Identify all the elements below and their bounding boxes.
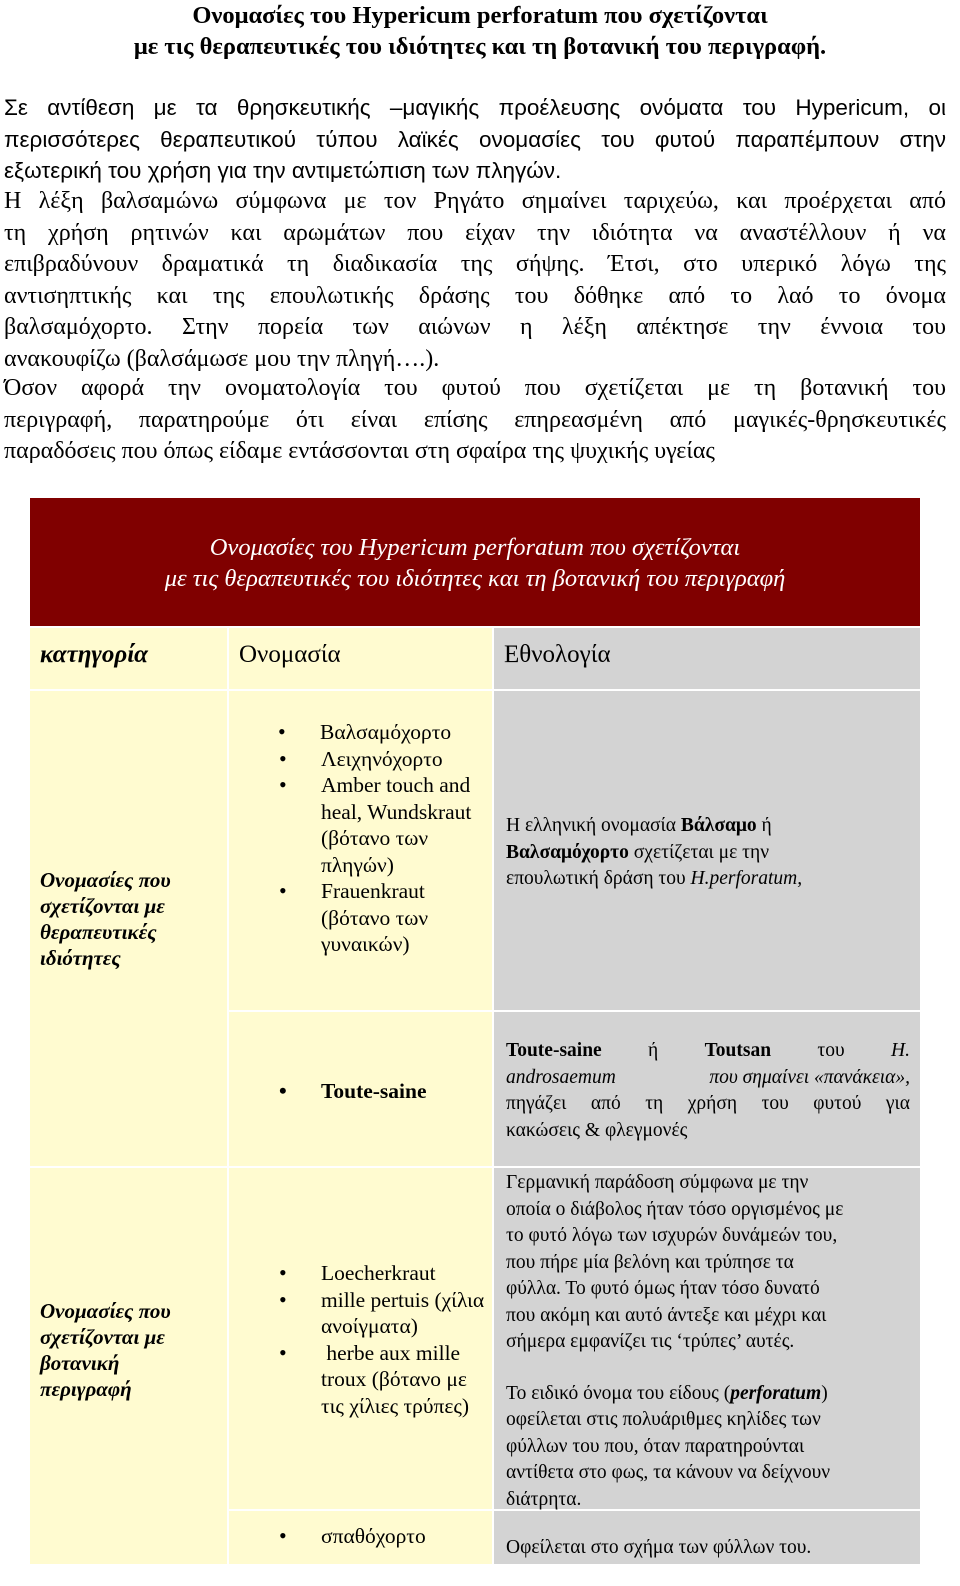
text-line: εξωτερική του χρήση για την αντιμετώπιση των πληγών.	[4, 158, 562, 183]
category-line: περιγραφή	[40, 1377, 132, 1401]
column-head-ethnology: Εθνολογία	[494, 628, 920, 689]
text-line: περισσότερες θεραπευτικού τύπου λαϊκές ονομασίες του φυτού παραπέμπουν στην	[4, 126, 946, 152]
document-title	[0, 0, 960, 62]
ethno-line: πηγάζει από τη χρήση του φυτού για	[506, 1093, 910, 1114]
category-line: σχετίζονται με	[40, 1325, 165, 1349]
text-line: Σε αντίθεση με τα θρησκευτικής –μαγικής προέλευσης ονόματα του Hypericum, οι	[4, 95, 946, 120]
text-line: αντισηπτικής και της επουλωτικής δράσης του δόθηκε από το λαό το όνομα	[4, 282, 946, 309]
ethno-line: που ακόμη και αυτό άντεξε και μέχρι και	[506, 1304, 827, 1326]
ethno-line: οφείλεται στις πολυάριθμες κηλίδες των	[506, 1409, 821, 1430]
ethnology-cell-1	[494, 691, 920, 1010]
title-line-2: με τις θεραπευτικές του ιδιότητες και τη βοτανική του περιγραφή.	[133, 33, 827, 60]
list-item: • Frauenkraut (βότανο των γυναικών)	[229, 878, 491, 958]
list-item: • herbe aux mille troux (βότανο με τις χίλιες τρύπες)	[229, 1340, 491, 1420]
list-item: • Toute-saine	[229, 1078, 491, 1105]
text-line: Όσον αφορά την ονοματολογία του φυτού που σχετίζεται με τη βοτανική του	[4, 375, 946, 401]
text-line: Η λέξη βαλσαμώνω σύμφωνα με τον Ρηγάτο σημαίνει ταριχεύω, και προέρχεται από	[4, 188, 946, 214]
ethnology-cell-2	[494, 1012, 920, 1166]
table-header-line-1: Ονομασίες του Hypericum perforatum που σχετίζονται	[209, 534, 741, 561]
text-line: περιγραφή, παρατηρούμε ότι είναι επίσης επηρεασμένη από μαγικές-θρησκευτικές	[4, 406, 946, 433]
ethno-line: που πήρε μία βελόνη και τρύπησε τα	[506, 1251, 794, 1273]
ethno-line: φύλλων του που, όταν παρατηρούνται	[506, 1435, 805, 1457]
ethno-line: σήμερα εμφανίζει τις ‘τρύπες’ αυτές.	[506, 1331, 795, 1352]
text-line: τη χρήση ρητινών και αρωμάτων που είχαν την ιδιότητα να αναστέλλουν ή να	[4, 219, 946, 246]
list-item: • Βαλσαμόχορτο	[228, 719, 490, 746]
table-header-line-2: με τις θεραπευτικές του ιδιότητες και τη βοτανική του περιγραφή	[164, 565, 786, 592]
text-line: παραδόσεις που όπως είδαμε εντάσσονται στη σφαίρα της ψυχικής υγείας	[4, 438, 715, 464]
ethno-line: Γερμανική παράδοση σύμφωνα με την	[506, 1172, 809, 1193]
category-line: θεραπευτικές	[40, 920, 157, 944]
ethno-line: κακώσεις & φλεγμονές	[506, 1119, 688, 1141]
names-cell-2	[229, 1012, 492, 1166]
ethno-line: διάτρητα.	[506, 1488, 582, 1510]
ethno-line: Βαλσαμόχορτο σχετίζεται με την	[506, 841, 770, 863]
ethno-line: androsaemum που σημαίνει «πανάκεια»,	[506, 1066, 910, 1088]
category-line: ιδιότητες	[40, 946, 121, 970]
column-head-category: κατηγορία	[30, 628, 227, 689]
text-line: ανακουφίζω (βαλσάμωσε μου την πληγή….).	[4, 345, 440, 372]
paragraph-3	[4, 373, 946, 468]
category-botanical	[30, 1168, 227, 1564]
ethnology-cell-4	[494, 1511, 920, 1564]
category-line: σχετίζονται με	[40, 894, 165, 918]
ethno-line: το φυτό λόγω των ισχυρών δυνάμεών του,	[506, 1225, 838, 1246]
category-line: Ονομασίες που	[40, 1299, 171, 1323]
ethno-line: οποία ο διάβολος ήταν τόσο οργισμένος με	[506, 1198, 844, 1220]
list-item: • mille pertuis (χίλια ανοίγματα)	[229, 1287, 491, 1340]
ethno-line: Οφείλεται στο σχήμα των φύλλων του.	[506, 1537, 812, 1558]
list-item: • Λειχηνόχορτο	[229, 746, 491, 773]
column-head-name: Ονομασία	[229, 628, 492, 689]
names-cell-3	[229, 1168, 492, 1509]
ethno-line: αντίθετα στο φως, τα κάνουν να δείχνουν	[506, 1462, 831, 1483]
title-line-1: Ονομασίες του Hypericum perforatum που σχετίζονται	[192, 2, 768, 29]
paragraph-1	[4, 92, 946, 187]
ethno-line: επουλωτική δράση του H.perforatum,	[506, 868, 803, 889]
ethnology-cell-3	[494, 1168, 920, 1509]
category-line: βοτανική	[40, 1351, 120, 1375]
text-line: βαλσαμόχορτο. Στην πορεία των αιώνων η λέξη απέκτησε την έννοια του	[4, 314, 946, 340]
ethno-line: Η ελληνική ονομασία Βάλσαμο ή	[506, 815, 772, 836]
text-line: επιβραδύνουν δραματικά τη διαδικασία της σήψης. Έτσι, στο υπερικό λόγω της	[4, 251, 946, 277]
category-line: Ονομασίες που	[40, 868, 171, 892]
names-cell-4	[229, 1511, 492, 1564]
list-item: • σπαθόχορτο	[229, 1523, 491, 1550]
ethno-line: φύλλα. Το φυτό όμως ήταν τόσο δυνατό	[506, 1278, 820, 1299]
table-header	[30, 498, 920, 626]
paragraph-2	[4, 186, 946, 375]
list-item: • Amber touch and heal, Wundskraut (βότανο των πληγών)	[229, 772, 491, 878]
ethno-line: Το ειδικό όνομα του είδους (perforatum)	[506, 1382, 828, 1404]
ethno-line: Toute-saine ή Toutsan του H.	[506, 1040, 910, 1061]
names-cell-1	[229, 691, 492, 1010]
list-item: • Loecherkraut	[229, 1260, 491, 1287]
